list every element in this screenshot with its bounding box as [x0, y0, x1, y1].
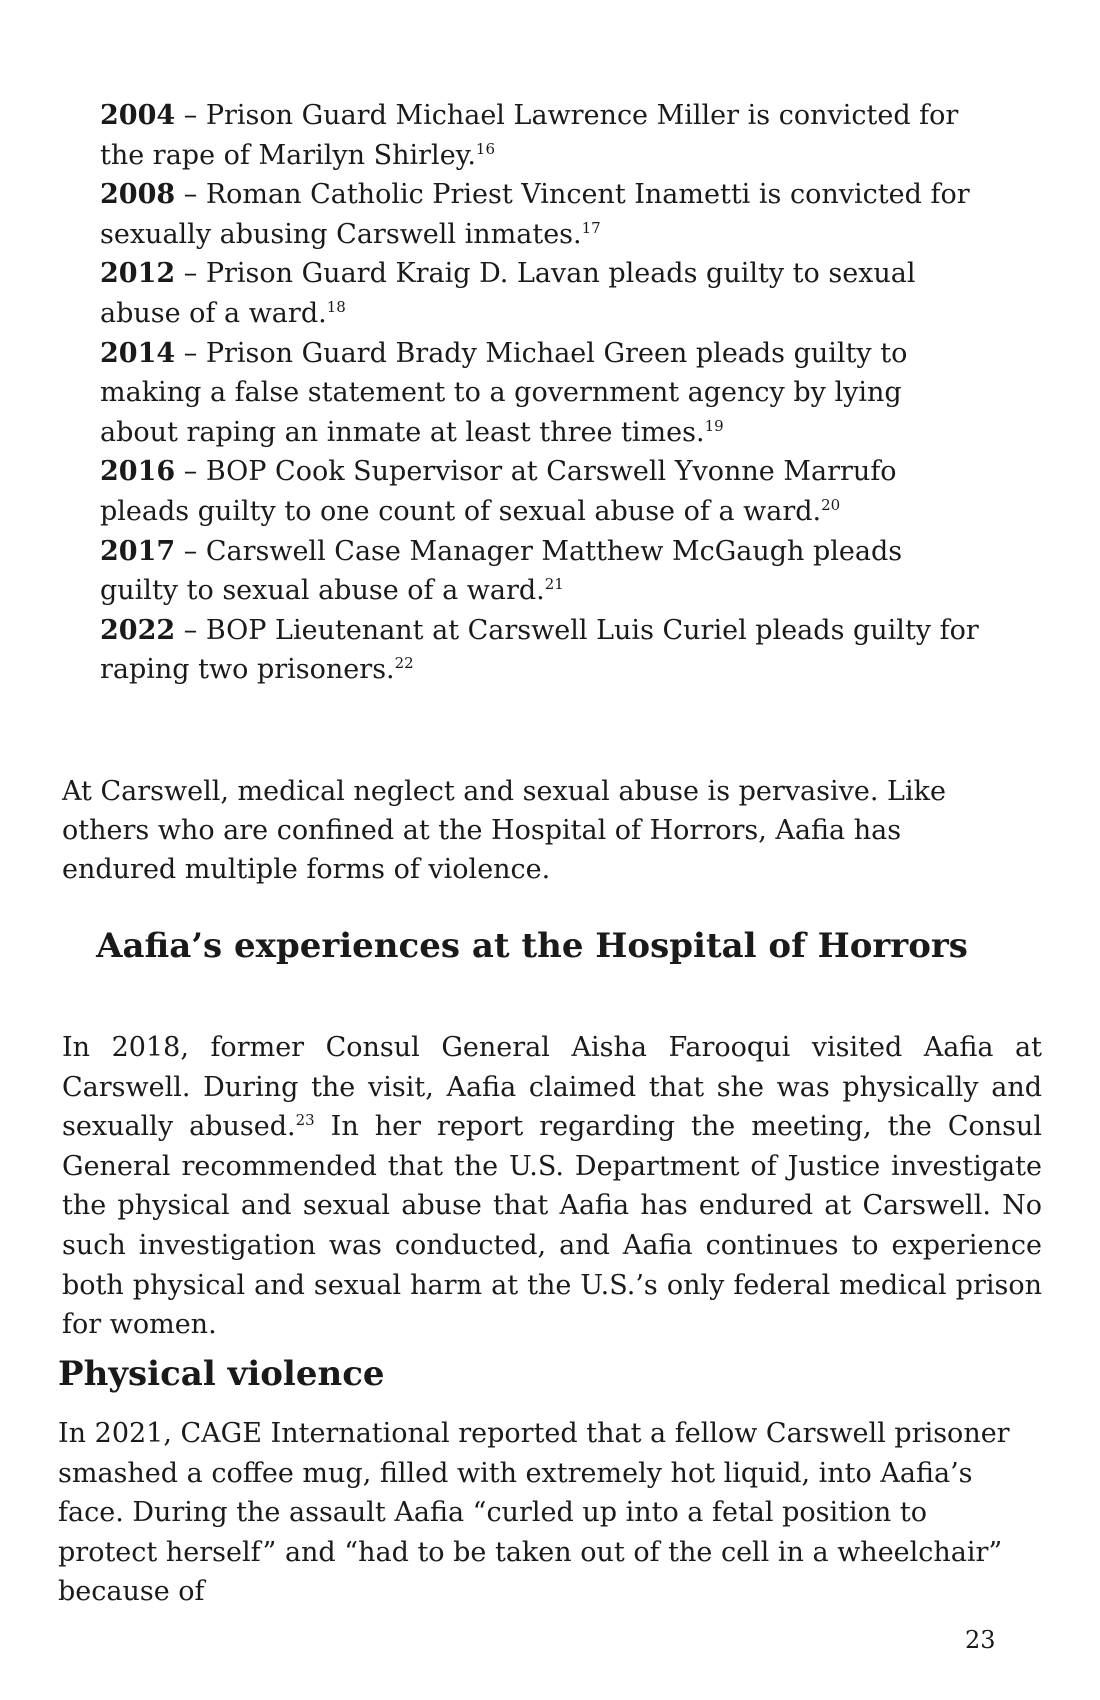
footnote-ref: 21 [544, 575, 564, 594]
timeline-text: – Prison Guard Michael Lawrence Miller is convicted for the rape of Marilyn Shirley. [100, 100, 959, 171]
timeline-year: 2022 [100, 614, 176, 646]
timeline-entry [100, 611, 980, 690]
timeline-text: – BOP Cook Supervisor at Carswell Yvonne Marrufo pleads guilty to one count of sexual abuse of a ward. [100, 456, 897, 527]
page-number: 23 [965, 1626, 996, 1654]
footnote-ref: 16 [475, 139, 496, 158]
timeline-year: 2012 [100, 258, 176, 290]
timeline-text: – BOP Lieutenant at Carswell Luis Curiel pleads guilty for raping two prisoners. [100, 614, 979, 686]
body-text: In her report regarding the meeting, the Consul General recommended that the U.S. Department of Justice investigate the physical and sexual abuse that Aafia has endured at Carswell. No such investigation was conducted, and Aafia continues to experience both physical and sexual harm at the U.S.’s only federal medical prison for women. [62, 1111, 1042, 1341]
timeline-entry [100, 452, 980, 531]
timeline-entry [100, 175, 980, 254]
timeline-year: 2004 [100, 100, 176, 131]
timeline-year: 2008 [100, 179, 176, 211]
body-text: In 2018, former Consul General Aisha Farooqui visited Aafia at Carswell. During the visit, Aafia claimed that she was physically and sexually abused. [62, 1032, 1042, 1143]
section-heading: Aafia’s experiences at the Hospital of Horrors [96, 926, 968, 966]
footnote-ref: 23 [295, 1111, 315, 1130]
timeline-entry [100, 96, 980, 175]
timeline-entry [100, 254, 980, 333]
intro-paragraph: At Carswell, medical neglect and sexual abuse is pervasive. Like others who are confined at the Hospital of Horrors, Aafia has endured multiple forms of violence. [62, 776, 946, 885]
timeline-entry [100, 532, 980, 611]
timeline-entry [100, 334, 980, 453]
body-paragraph: In 2021, CAGE International reported that a fellow Carswell prisoner smashed a coffee mug, filled with extremely hot liquid, into Aafia’s face. During the assault Aafia “curled up into a fetal position to protect herself” and “had to be taken out of the cell in a wheelchair” because of [58, 1418, 1010, 1608]
timeline-year: 2014 [100, 337, 176, 369]
timeline-text: – Roman Catholic Priest Vincent Inametti is convicted for sexually abusing Carswell inmates. [100, 179, 970, 250]
footnote-ref: 17 [581, 218, 601, 237]
timeline-text: – Prison Guard Brady Michael Green pleads guilty to making a false statement to a government agency by lying about raping an inmate at least three times. [100, 337, 908, 448]
subsection-heading: Physical violence [58, 1354, 385, 1394]
timeline-text: – Carswell Case Manager Matthew McGaugh pleads guilty to sexual abuse of a ward. [100, 535, 903, 607]
timeline-list [100, 96, 980, 690]
footnote-ref: 20 [821, 495, 841, 514]
timeline-year: 2016 [100, 456, 176, 488]
footnote-ref: 22 [394, 654, 414, 673]
body-paragraph [62, 1028, 1042, 1345]
timeline-year: 2017 [100, 535, 176, 567]
timeline-text: – Prison Guard Kraig D. Lavan pleads guilty to sexual abuse of a ward. [100, 258, 916, 329]
footnote-ref: 19 [704, 416, 724, 435]
footnote-ref: 18 [326, 297, 346, 316]
